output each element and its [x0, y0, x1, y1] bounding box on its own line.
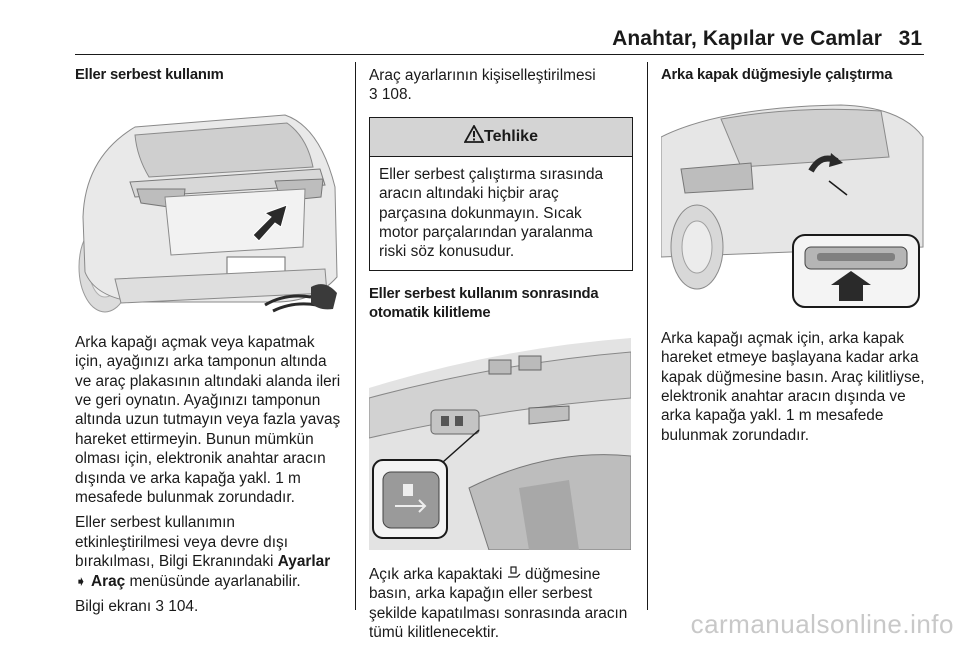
column-2: [369, 66, 633, 649]
figure-tailgate-switch: [661, 97, 929, 318]
activation-tail: menüsünde ayarlanabilir.: [125, 572, 301, 590]
tailgate-interior-illustration: [369, 338, 631, 550]
section-heading-auto-lock: Eller serbest kullanım sonrasında otomatik kilitleme: [369, 285, 599, 322]
section-heading-tailgate-button: Arka kapak düğmesiyle çalıştırma: [661, 67, 893, 83]
header-rule: [75, 54, 924, 55]
header-title: Anahtar, Kapılar ve Camlar: [612, 27, 882, 50]
page-header: [0, 0, 960, 52]
paragraph-activation: [75, 513, 343, 591]
auto-lock-text-pre: Açık arka kapaktaki: [369, 566, 507, 584]
personalization-text: Araç ayarlarının kişiselleştirilmesi: [369, 67, 596, 84]
paragraph-info-display-ref: [75, 597, 343, 616]
warning-header: [370, 118, 632, 157]
warning-triangle-icon: [464, 125, 484, 143]
lock-foot-icon: [507, 566, 521, 580]
auto-lock-text-post: düğmesine basın, arka kapağın eller serbest şekilde kapatılması sonrasında aracın tümü kilitlenecektir.: [369, 566, 628, 642]
personalization-page: 108.: [381, 86, 412, 104]
paragraph-hands-free-operation: Arka kapağı açmak veya kapatmak için, ayağınızı arka tamponun altında ve araç plakasının altındaki alanda ileri ve geri oynatın. Ayağınızı tamponun altında uzun tutmayın veya fazla yavaş hareket ettirmeyin. Bunun mümkün olması için, elektronik anahtar aracın dışında ve arka kapağa yakl. 1 m mesafede bulunmak zorundadır.: [75, 333, 341, 507]
tailgate-switch-illustration: [661, 97, 929, 313]
info-display-label: Bilgi ekranı: [75, 598, 152, 616]
paragraph-auto-lock: [369, 565, 633, 643]
warning-body: Eller serbest çalıştırma sırasında aracın altındaki hiçbir araç parçasına dokunmayın. Sıcak motor parçalarından yaralanma riski söz konusudur.: [379, 165, 604, 261]
figure-rear-car-foot: [75, 97, 343, 322]
rear-car-illustration: [75, 97, 343, 317]
danger-warning-box: [369, 117, 633, 271]
info-display-page: 104.: [168, 598, 199, 616]
section-heading-hands-free: Eller serbest kullanım: [75, 67, 224, 83]
menu-arrow-icon: ➧: [75, 572, 87, 589]
page-number: 31: [898, 27, 922, 50]
warning-title: Tehlike: [484, 127, 538, 145]
watermark: carmanualsonline.info: [690, 609, 954, 639]
menu-vehicle: Araç: [91, 572, 126, 590]
paragraph-tailgate-button: Arka kapağı açmak için, arka kapak hareket etmeye başlayana kadar arka kapak düğmesine basın. Araç kilitliyse, elektronik anahtar aracın dışında ve arka kapağa yakl. 1 m mesafede bulunmak zorundadır.: [661, 329, 925, 444]
activation-text: Eller serbest kullanımın etkinleştirilmesi veya devre dışı bırakılması, Bilgi Ekranındaki: [75, 514, 288, 571]
figure-tailgate-button: [369, 338, 633, 555]
paragraph-vehicle-personalization: [369, 66, 633, 105]
column-1: [75, 66, 343, 623]
column-divider-2: [647, 62, 648, 610]
reference-symbol-icon: 3: [369, 86, 378, 104]
reference-symbol-icon: 3: [155, 598, 164, 616]
menu-settings: Ayarlar: [277, 553, 331, 571]
column-divider-1: [355, 62, 356, 610]
column-3: [661, 66, 929, 451]
